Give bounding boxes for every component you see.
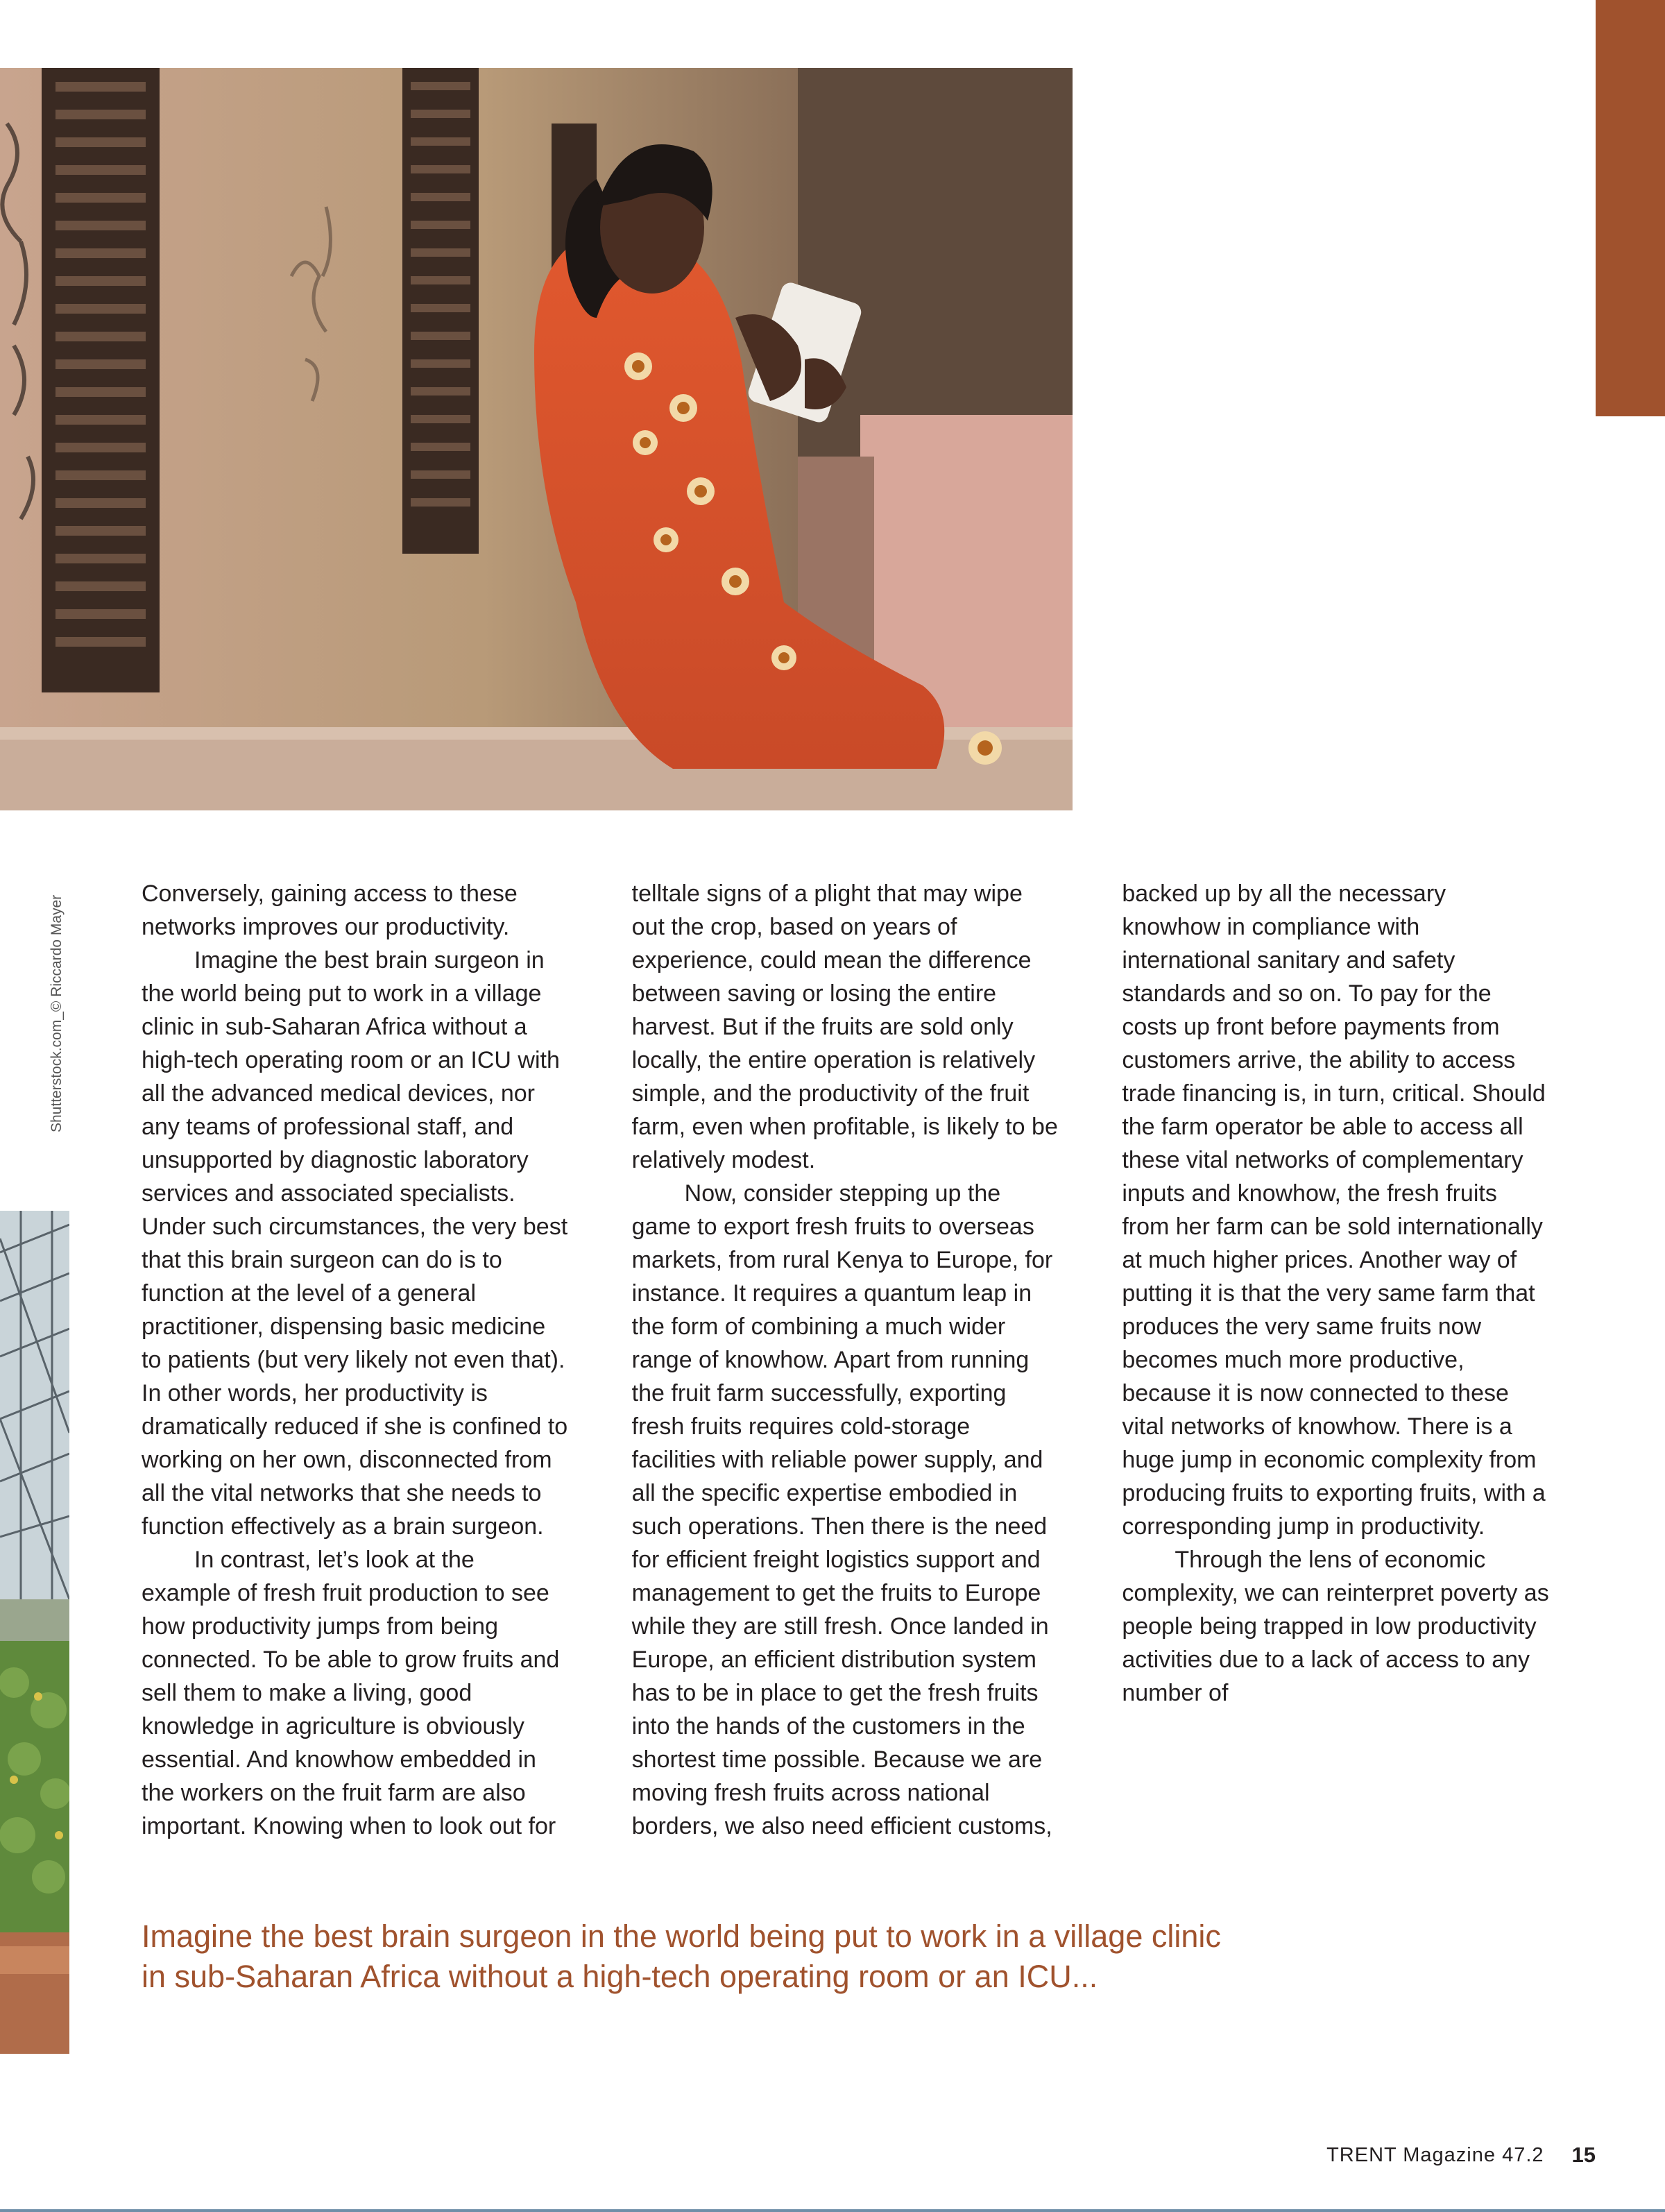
pull-quote-line: in sub-Saharan Africa without a high-tech operating room or an ICU...: [142, 1959, 1098, 1994]
hero-photo: [0, 68, 1073, 810]
pull-quote-line: Imagine the best brain surgeon in the world being put to work in a village clinic: [142, 1919, 1221, 1954]
article-paragraph: In contrast, let’s look at the example of fresh fruit production to see how productivity jumps from being connected. To be able to grow fruits and sell them to make a living, good knowledge in agriculture is obviously essential. And knowhow embedded in the workers on the fruit farm are also important. Knowing when to look out for telltale signs of a plight that may wipe out the crop, based on years of experience, could mean the difference between saving or losing the entire harvest. But if the fruits are sold only locally, the entire operation is relatively simple, and the productivity of the fruit farm, even when profitable, is likely to be relatively modest.: [142, 880, 1058, 1839]
bottom-rule: [0, 2209, 1665, 2212]
article-paragraph: Through the lens of economic complexity, we can reinterpret poverty as people being trapped in low productivity activities due to a lack of access to any number of: [1122, 1547, 1549, 1706]
page-footer: [1326, 2141, 1596, 2169]
page-number: 15: [1571, 2143, 1596, 2167]
photo-credit: Shutterstock.com_© Riccardo Mayer: [49, 894, 65, 1132]
article-body: [142, 877, 1550, 1848]
article-paragraph: Conversely, gaining access to these networks improves our productivity.: [142, 880, 518, 940]
woman-reading-tablet-image: [0, 68, 1073, 810]
accent-color-bar: [1596, 0, 1665, 416]
article-paragraph: Imagine the best brain surgeon in the world being put to work in a village clinic in sub-Saharan Africa without a high-tech operating room or an ICU with all the advanced medical devices, nor any teams of professional staff, and unsupported by diagnostic laboratory services and associated specialists. Under such circumstances, the very best that this brain surgeon can do is to function at the level of a general practitioner, dispensing basic medicine to patients (but very likely not even that). In other words, her productivity is dramatically reduced if she is confined to working on her own, disconnected from all the vital networks that she needs to function effectively as a brain surgeon.: [142, 947, 568, 1540]
article-paragraph: Now, consider stepping up the game to export fresh fruits to overseas markets, from rural Kenya to Europe, for instance. It requires a quantum leap in the form of combining a much wider range of knowhow. Apart from running the fruit farm successfully, exporting fresh fruits requires cold-storage facilities with reliable power supply, and all the specific expertise embodied in such operations. Then there is the need for efficient freight logistics support and management to get the fruits to Europe while they are still fresh. Once landed in Europe, an efficient distribution system has to be in place to get the fresh fruits into the hands of the customers in the shortest time possible. Because we are moving fresh fruits across national borders, we also need efficient customs, backed up by all the necessary knowhow in compliance with international sanitary and safety standards and so on. To pay for the costs up front before payments from customers arrive, the ability to access trade financing is, in turn, critical. Should the farm operator be able to access all these vital networks of complementary inputs and knowhow, the fresh fruits from her farm can be sold internationally at much higher prices. Another way of putting it is that the very same farm that produces the very same fruits now becomes much more productive, because it is now connected to these vital networks of knowhow. There is a huge jump in economic complexity from producing fruits to exporting fruits, with a corresponding jump in productivity.: [631, 880, 1546, 1839]
side-photo: [0, 1211, 69, 2054]
magazine-name: TRENT Magazine 47.2: [1326, 2143, 1544, 2166]
pull-quote: [142, 1916, 1460, 1997]
greenhouse-plants-image: [0, 1211, 69, 2054]
